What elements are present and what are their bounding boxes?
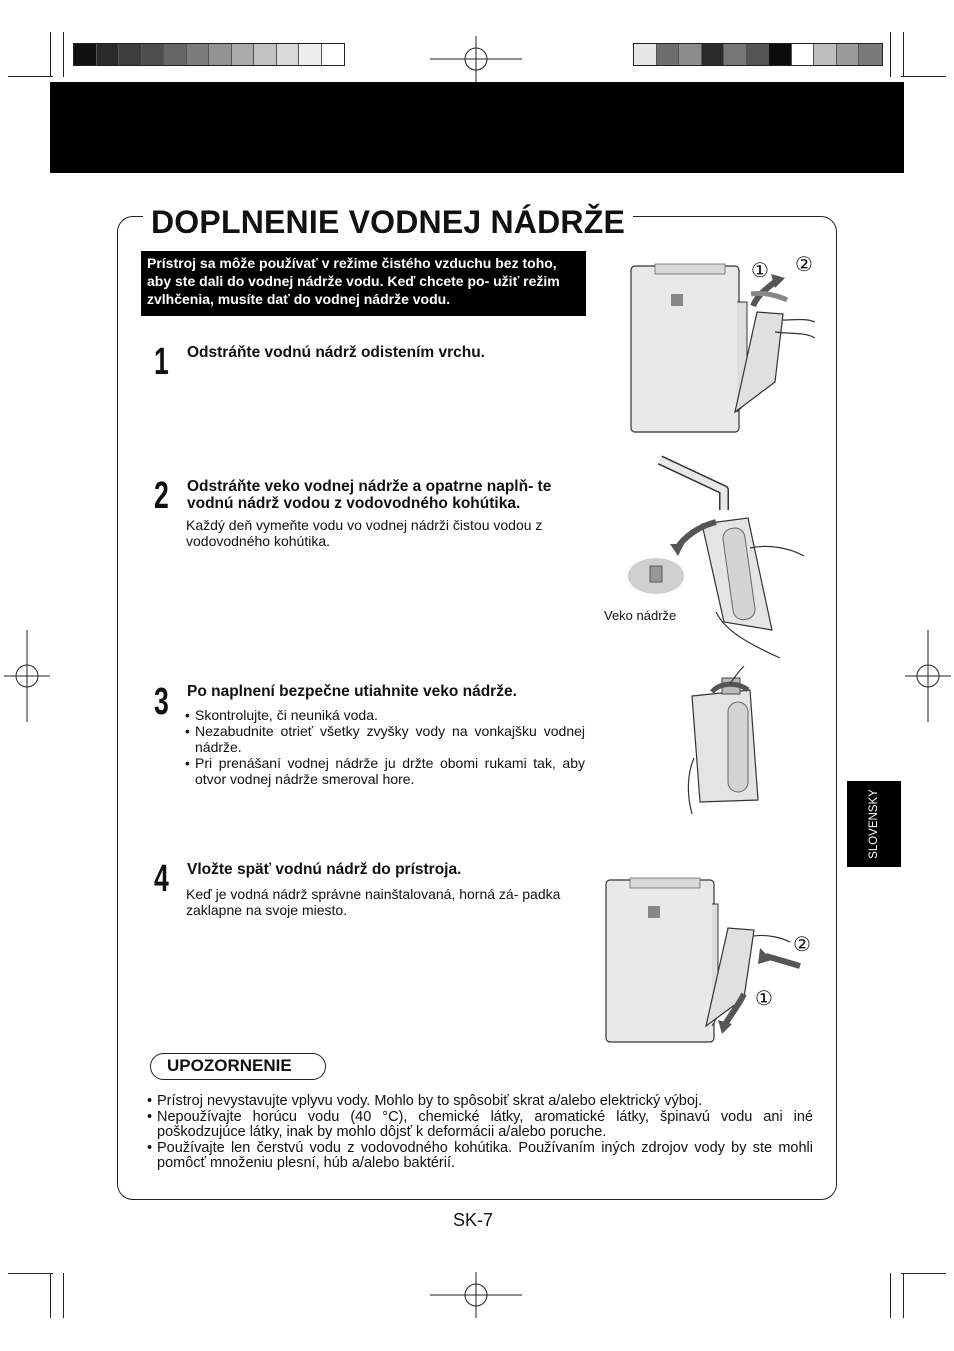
color-swatch — [724, 44, 747, 65]
registration-target-icon — [4, 630, 50, 722]
list-item: • Skontrolujte, či neuniká voda. — [185, 707, 585, 723]
step2-fill-tank-illustration — [620, 452, 810, 662]
color-swatch — [97, 44, 120, 65]
caution-list — [147, 1094, 813, 1172]
color-swatch — [634, 44, 657, 65]
step1-remove-tank-illustration — [625, 262, 815, 437]
color-swatch — [792, 44, 815, 65]
registration-target-icon — [430, 1272, 522, 1318]
list-item: • Nezabudnite otrieť všetky zvyšky vody na vonkajšku vodnej nádrže. — [185, 723, 585, 755]
language-tab — [847, 781, 901, 867]
step-number: 1 — [154, 341, 169, 383]
step-number: 3 — [154, 681, 169, 723]
registration-target-icon — [905, 630, 951, 722]
color-swatch — [657, 44, 680, 65]
color-swatch — [187, 44, 210, 65]
step-heading: Vložte späť vodnú nádrž do prístroja. — [187, 861, 462, 878]
list-item: • Prístroj nevystavujte vplyvu vody. Mohlo by to spôsobiť skrat a/alebo elektrický výboj. — [147, 1094, 813, 1110]
color-registration-bar-right — [633, 43, 883, 66]
color-swatch — [322, 44, 345, 65]
step-body: Každý deň vymeňte vodu vo vodnej nádrži čistou vodou z vodovodného kohútika. — [186, 517, 543, 549]
step-number: 4 — [154, 858, 169, 900]
language-label: SLOVENSKY — [868, 789, 880, 859]
marker-1: ① — [751, 260, 769, 282]
step-heading: Odstráňte vodnú nádrž odistením vrchu. — [187, 344, 485, 361]
step-heading: Po naplnení bezpečne utiahnite veko nádrže. — [187, 683, 517, 700]
color-swatch — [164, 44, 187, 65]
color-swatch — [299, 44, 322, 65]
color-swatch — [142, 44, 165, 65]
color-swatch — [232, 44, 255, 65]
color-swatch — [814, 44, 837, 65]
step-bullets — [185, 707, 585, 787]
step-heading: Odstráňte veko vodnej nádrže a opatrne naplň- te vodnú nádrž vodou z vodovodného kohútika. — [187, 478, 552, 512]
marker-2: ② — [795, 254, 813, 276]
list-item: • Nepoužívajte horúcu vodu (40 °C), chemické látky, aromatické látky, špinavú vodu ani iné poškodzujúce látky, inak by mohlo dôjsť k deformácii a/alebo poruche. — [147, 1110, 813, 1141]
color-swatch — [769, 44, 792, 65]
color-swatch — [747, 44, 770, 65]
color-registration-bar-left — [73, 43, 345, 66]
step-body: Keď je vodná nádrž správne nainštalovaná, horná zá- padka zaklapne na svoje miesto. — [186, 886, 561, 918]
color-swatch — [837, 44, 860, 65]
marker-2: ② — [793, 934, 811, 956]
intro-note: Prístroj sa môže používať v režime čistého vzduchu bez toho, aby ste dali do vodnej nádrže vodu. Keď chcete po- užiť režim zvlhčenia, musíte dať do vodnej nádrže vodu. — [141, 251, 586, 316]
color-swatch — [119, 44, 142, 65]
registration-target-icon — [430, 36, 522, 82]
step3-tighten-cap-illustration — [684, 662, 794, 817]
step4-insert-tank-illustration — [600, 876, 815, 1046]
list-item: • Používajte len čerstvú vodu z vodovodného kohútika. Používaním iných zdrojov vody by ste mohli pomôcť množeniu plesní, húb a/alebo baktérií. — [147, 1141, 813, 1172]
color-swatch — [702, 44, 725, 65]
page-title: DOPLNENIE VODNEJ NÁDRŽE — [143, 200, 633, 244]
caution-label: UPOZORNENIE — [150, 1053, 326, 1080]
color-swatch — [254, 44, 277, 65]
color-swatch — [859, 44, 882, 65]
tank-cap-caption: Veko nádrže — [604, 608, 677, 623]
list-item: • Pri prenášaní vodnej nádrže ju držte obomi rukami tak, aby otvor vodnej nádrže smeroval hore. — [185, 755, 585, 787]
page-number: SK-7 — [453, 1210, 494, 1230]
header-band — [50, 82, 904, 173]
color-swatch — [209, 44, 232, 65]
color-swatch — [277, 44, 300, 65]
color-swatch — [74, 44, 97, 65]
color-swatch — [679, 44, 702, 65]
marker-1: ① — [755, 988, 773, 1010]
step-number: 2 — [154, 475, 169, 517]
